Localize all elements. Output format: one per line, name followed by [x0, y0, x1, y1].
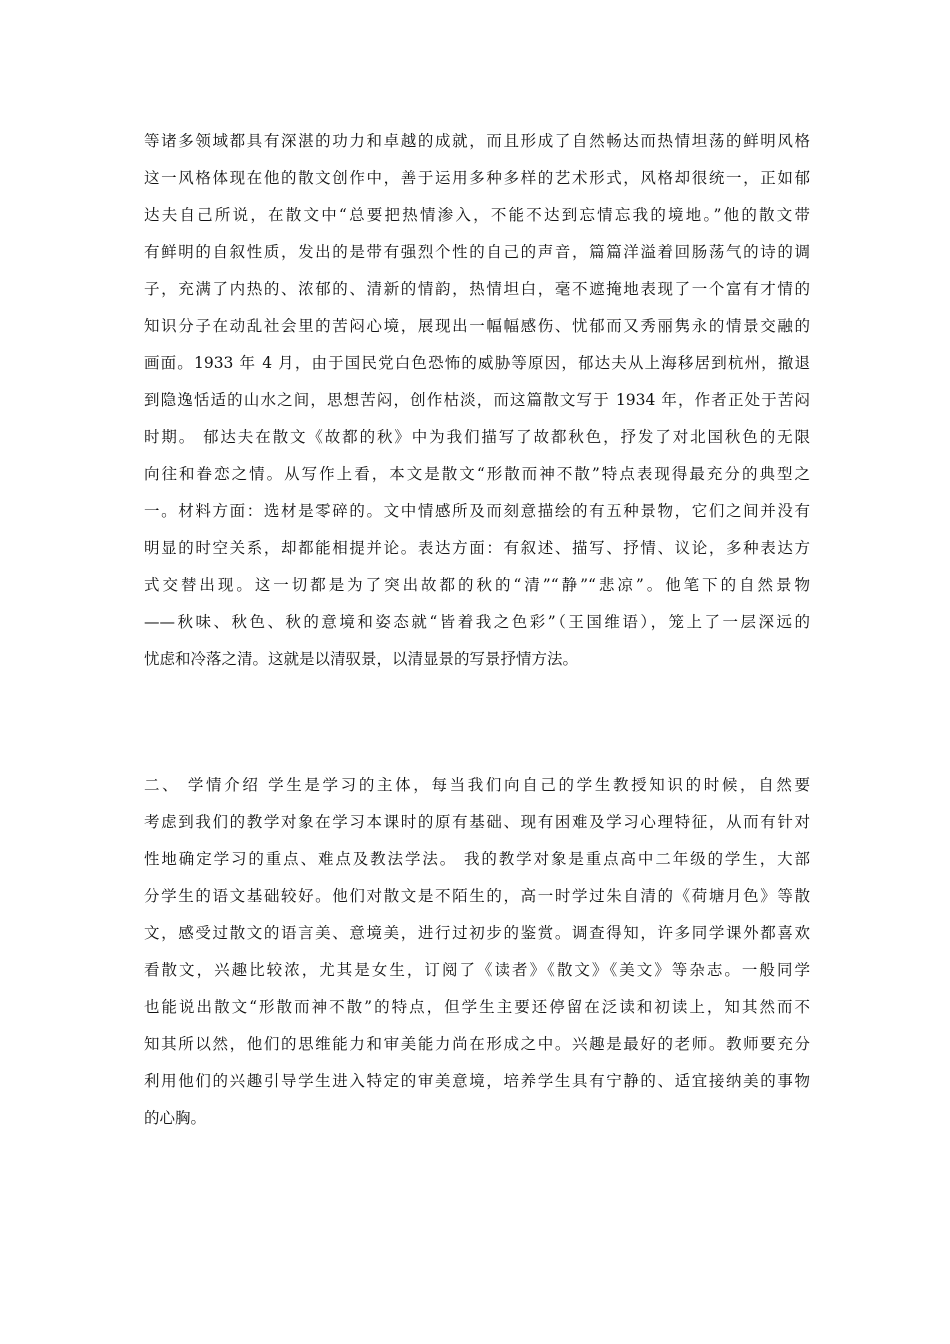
text-line: 等诸多领域都具有深湛的功力和卓越的成就，而且形成了自然畅达而热情坦荡的鲜明风格 — [144, 132, 810, 150]
text-line: 这一风格体现在他的散文创作中，善于运用多种多样的艺术形式，风格却很统一，正如郁 — [144, 169, 810, 187]
paragraph-author-style — [144, 123, 810, 678]
text-line: 忧虑和冷落之清。这就是以清驭景，以清显景的写景抒情方法。 — [144, 650, 579, 668]
text-line: 也能说出散文“形散而神不散”的特点，但学生主要还停留在泛读和初读上，知其然而不 — [144, 998, 810, 1016]
text-line: 到隐逸恬适的山水之间，思想苦闷，创作枯淡，而这篇散文写于 1934 年，作者正处于苦闷 — [144, 391, 810, 409]
text-line: 考虑到我们的教学对象在学习本课时的原有基础、现有困难及学习心理特征，从而有针对 — [144, 813, 810, 831]
text-line: 一。材料方面：选材是零碎的。文中情感所及而刻意描绘的有五种景物，它们之间并没有 — [144, 502, 810, 520]
text-line: 有鲜明的自叙性质，发出的是带有强烈个性的自己的声音，篇篇洋溢着回肠荡气的诗的调 — [144, 243, 810, 261]
text-line: 达夫自己所说，在散文中“总要把热情渗入，不能不达到忘情忘我的境地。”他的散文带 — [144, 206, 810, 224]
text-line: 的心胸。 — [144, 1109, 207, 1127]
text-line: 利用他们的兴趣引导学生进入特定的审美意境，培养学生具有宁静的、适宜接纳美的事物 — [144, 1072, 810, 1090]
text-line: ——秋味、秋色、秋的意境和姿态就“皆着我之色彩”（王国维语），笼上了一层深远的 — [144, 613, 810, 631]
text-line: 式交替出现。这一切都是为了突出故都的秋的“清”“静”“悲凉”。他笔下的自然景物 — [144, 576, 810, 594]
text-line: 性地确定学习的重点、难点及教法学法。 我的教学对象是重点高中二年级的学生，大部 — [144, 850, 810, 868]
text-line: 时期。 郁达夫在散文《故都的秋》中为我们描写了故都秋色，抒发了对北国秋色的无限 — [144, 428, 810, 446]
text-line: 分学生的语文基础较好。他们对散文是不陌生的，高一时学过朱自清的《荷塘月色》等散 — [144, 887, 810, 905]
text-line: 知其所以然，他们的思维能力和审美能力尚在形成之中。兴趣是最好的老师。教师要充分 — [144, 1035, 810, 1053]
paragraph-student-analysis — [144, 767, 810, 1137]
text-line: 子，充满了内热的、浓郁的、清新的情韵，热情坦白，毫不遮掩地表现了一个富有才情的 — [144, 280, 810, 298]
text-line: 向往和眷恋之情。从写作上看，本文是散文“形散而神不散”特点表现得最充分的典型之 — [144, 465, 810, 483]
section-heading-line: 二、 学情介绍 学生是学习的主体，每当我们向自己的学生教授知识的时候，自然要 — [144, 776, 810, 794]
text-line: 文，感受过散文的语言美、意境美，进行过初步的鉴赏。调查得知，许多同学课外都喜欢 — [144, 924, 810, 942]
text-line: 明显的时空关系，却都能相提并论。表达方面：有叙述、描写、抒情、议论，多种表达方 — [144, 539, 810, 557]
text-line: 知识分子在动乱社会里的苦闷心境，展现出一幅幅感伤、忧郁而又秀丽隽永的情景交融的 — [144, 317, 810, 335]
text-line: 画面。1933 年 4 月，由于国民党白色恐怖的威胁等原因，郁达夫从上海移居到杭州，撤退 — [144, 354, 810, 372]
text-line: 看散文，兴趣比较浓，尤其是女生，订阅了《读者》《散文》《美文》等杂志。一般同学 — [144, 961, 810, 979]
